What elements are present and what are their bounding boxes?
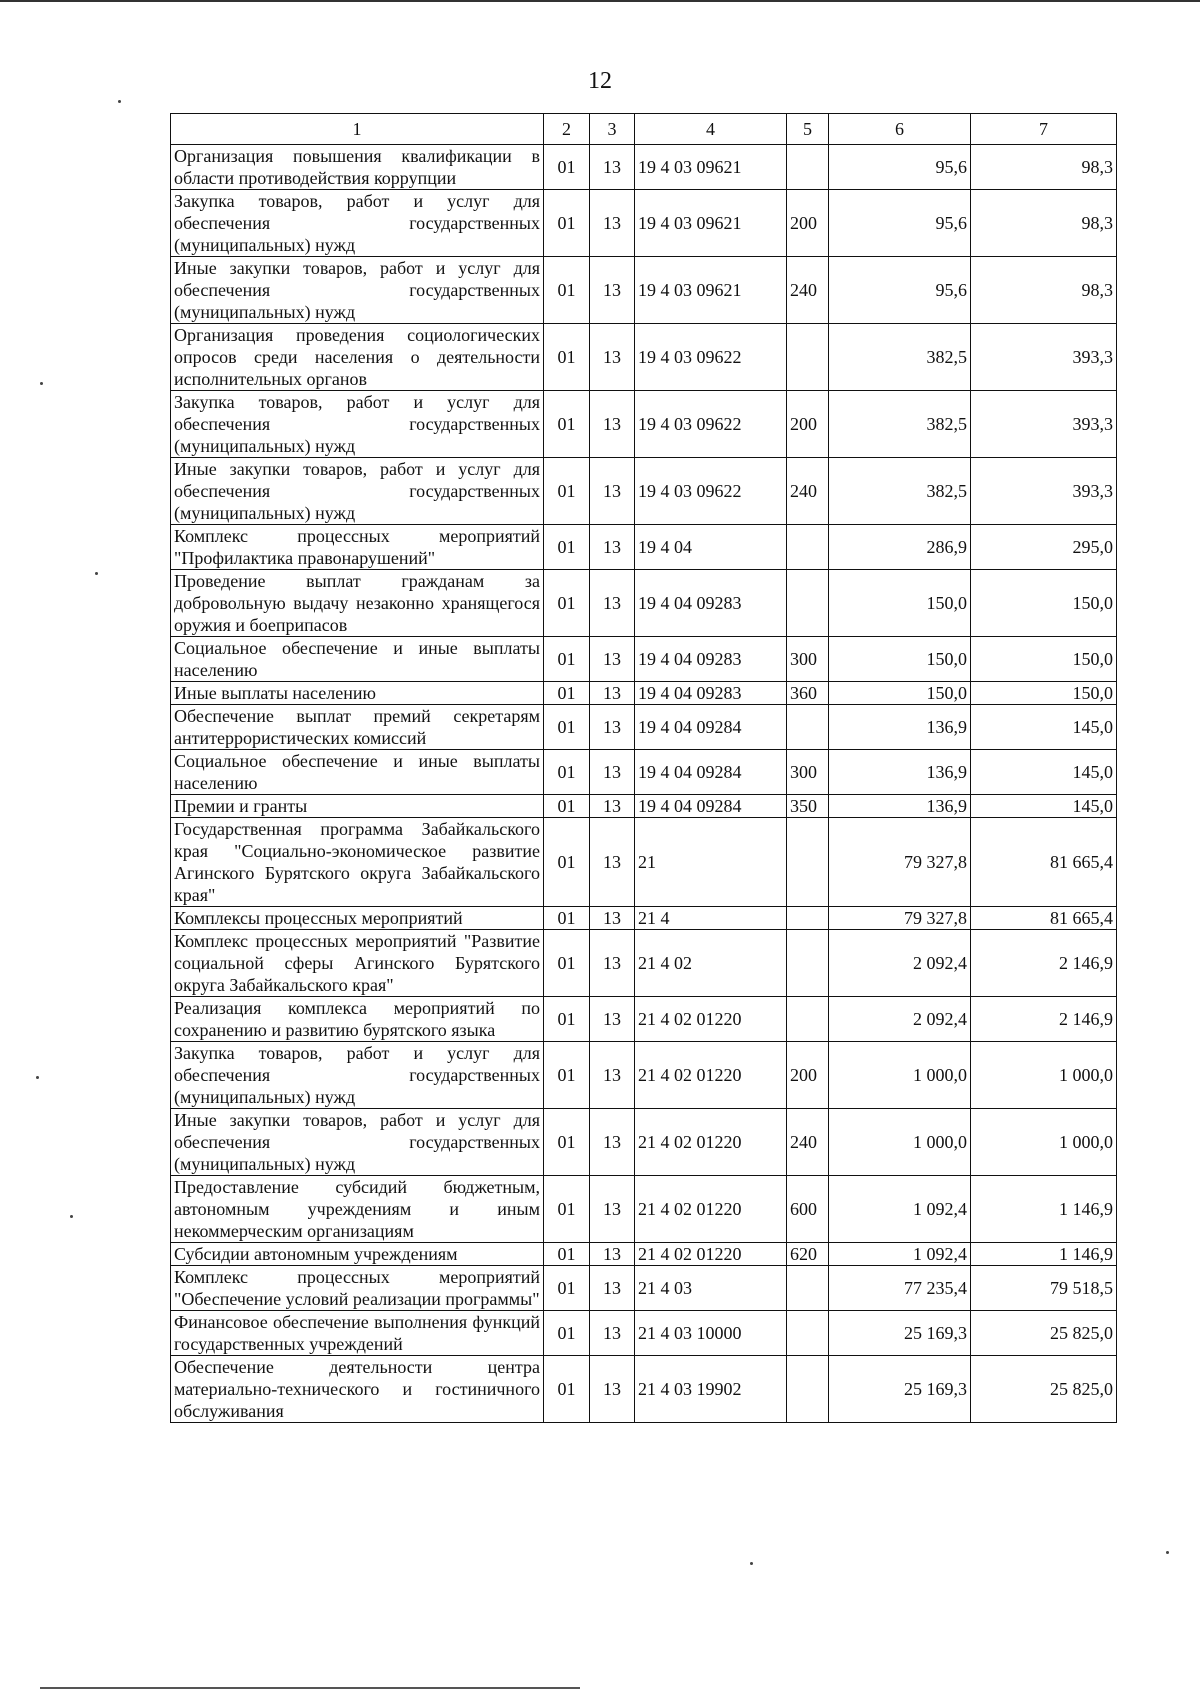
row-subsection-cell: 13 <box>590 1356 635 1423</box>
row-target-article-cell: 21 4 03 19902 <box>635 1356 787 1423</box>
row-amount-col7-cell: 98,3 <box>971 145 1117 190</box>
row-subsection-cell: 13 <box>590 1266 635 1311</box>
row-target-article-cell: 21 4 02 <box>635 930 787 997</box>
row-section-cell: 01 <box>544 795 590 818</box>
row-amount-col6-cell: 382,5 <box>829 458 971 525</box>
row-amount-col6-cell: 382,5 <box>829 391 971 458</box>
row-subsection-cell: 13 <box>590 190 635 257</box>
row-expense-type-cell: 200 <box>787 1042 829 1109</box>
row-section-cell: 01 <box>544 997 590 1042</box>
row-target-article-cell: 21 4 02 01220 <box>635 1109 787 1176</box>
row-target-article-cell: 19 4 03 09622 <box>635 324 787 391</box>
row-name-cell: Организация повышения квалификации в области противодействия коррупции <box>171 145 544 190</box>
row-subsection-cell: 13 <box>590 525 635 570</box>
row-name-cell: Иные закупки товаров, работ и услуг для обеспечения государственных (муниципальных) нужд <box>171 1109 544 1176</box>
row-amount-col6-cell: 136,9 <box>829 750 971 795</box>
row-target-article-cell: 19 4 04 09283 <box>635 682 787 705</box>
row-target-article-cell: 19 4 03 09622 <box>635 391 787 458</box>
row-expense-type-cell <box>787 525 829 570</box>
row-subsection-cell: 13 <box>590 145 635 190</box>
header-row <box>171 114 1117 145</box>
table-row <box>171 1109 1117 1176</box>
row-section-cell: 01 <box>544 1109 590 1176</box>
row-amount-col7-cell: 150,0 <box>971 570 1117 637</box>
header-col-4: 4 <box>635 114 787 145</box>
row-amount-col6-cell: 150,0 <box>829 682 971 705</box>
scan-speck <box>40 382 43 385</box>
row-amount-col7-cell: 25 825,0 <box>971 1356 1117 1423</box>
row-amount-col7-cell: 145,0 <box>971 705 1117 750</box>
row-subsection-cell: 13 <box>590 1176 635 1243</box>
row-section-cell: 01 <box>544 570 590 637</box>
row-amount-col7-cell: 393,3 <box>971 391 1117 458</box>
row-name-cell: Организация проведения социологических опросов среди населения о деятельности исполнительных органов <box>171 324 544 391</box>
row-section-cell: 01 <box>544 1176 590 1243</box>
row-amount-col7-cell: 1 000,0 <box>971 1042 1117 1109</box>
row-subsection-cell: 13 <box>590 1311 635 1356</box>
row-subsection-cell: 13 <box>590 682 635 705</box>
header-col-3: 3 <box>590 114 635 145</box>
scan-speck <box>70 1215 73 1218</box>
row-name-cell: Иные выплаты населению <box>171 682 544 705</box>
row-section-cell: 01 <box>544 907 590 930</box>
row-expense-type-cell: 240 <box>787 257 829 324</box>
row-amount-col6-cell: 2 092,4 <box>829 930 971 997</box>
row-expense-type-cell <box>787 907 829 930</box>
row-subsection-cell: 13 <box>590 907 635 930</box>
row-expense-type-cell: 240 <box>787 1109 829 1176</box>
row-section-cell: 01 <box>544 1243 590 1266</box>
row-expense-type-cell <box>787 705 829 750</box>
row-name-cell: Иные закупки товаров, работ и услуг для обеспечения государственных (муниципальных) нужд <box>171 458 544 525</box>
row-section-cell: 01 <box>544 637 590 682</box>
row-amount-col7-cell: 393,3 <box>971 458 1117 525</box>
row-subsection-cell: 13 <box>590 458 635 525</box>
row-subsection-cell: 13 <box>590 795 635 818</box>
header-col-1: 1 <box>171 114 544 145</box>
row-subsection-cell: 13 <box>590 391 635 458</box>
row-name-cell: Государственная программа Забайкальского края "Социально-экономическое развитие Агинского Бурятского округа Забайкальского края" <box>171 818 544 907</box>
row-name-cell: Премии и гранты <box>171 795 544 818</box>
row-subsection-cell: 13 <box>590 997 635 1042</box>
row-target-article-cell: 21 4 <box>635 907 787 930</box>
row-amount-col7-cell: 393,3 <box>971 324 1117 391</box>
table-row <box>171 1356 1117 1423</box>
row-name-cell: Субсидии автономным учреждениям <box>171 1243 544 1266</box>
row-amount-col6-cell: 150,0 <box>829 570 971 637</box>
scan-speck <box>118 100 121 103</box>
row-amount-col6-cell: 136,9 <box>829 795 971 818</box>
row-expense-type-cell <box>787 1311 829 1356</box>
row-expense-type-cell <box>787 324 829 391</box>
row-subsection-cell: 13 <box>590 930 635 997</box>
row-amount-col6-cell: 136,9 <box>829 705 971 750</box>
row-expense-type-cell <box>787 930 829 997</box>
row-section-cell: 01 <box>544 458 590 525</box>
row-target-article-cell: 21 4 03 10000 <box>635 1311 787 1356</box>
row-amount-col6-cell: 1 000,0 <box>829 1042 971 1109</box>
row-expense-type-cell <box>787 570 829 637</box>
row-amount-col7-cell: 81 665,4 <box>971 818 1117 907</box>
row-expense-type-cell <box>787 1266 829 1311</box>
row-amount-col7-cell: 2 146,9 <box>971 997 1117 1042</box>
row-amount-col6-cell: 2 092,4 <box>829 997 971 1042</box>
row-name-cell: Социальное обеспечение и иные выплаты населению <box>171 637 544 682</box>
row-name-cell: Закупка товаров, работ и услуг для обеспечения государственных (муниципальных) нужд <box>171 391 544 458</box>
table-row <box>171 525 1117 570</box>
row-amount-col6-cell: 79 327,8 <box>829 818 971 907</box>
row-section-cell: 01 <box>544 1266 590 1311</box>
row-expense-type-cell: 350 <box>787 795 829 818</box>
table-row <box>171 907 1117 930</box>
row-amount-col6-cell: 150,0 <box>829 637 971 682</box>
table-row <box>171 391 1117 458</box>
table-row <box>171 324 1117 391</box>
row-subsection-cell: 13 <box>590 324 635 391</box>
row-name-cell: Комплекс процессных мероприятий "Развитие социальной сферы Агинского Бурятского округа Забайкальского края" <box>171 930 544 997</box>
scan-speck <box>36 1076 39 1079</box>
row-amount-col7-cell: 81 665,4 <box>971 907 1117 930</box>
table-row <box>171 1311 1117 1356</box>
row-name-cell: Обеспечение выплат премий секретарям антитеррористических комиссий <box>171 705 544 750</box>
row-target-article-cell: 21 4 03 <box>635 1266 787 1311</box>
row-amount-col7-cell: 2 146,9 <box>971 930 1117 997</box>
row-target-article-cell: 21 4 02 01220 <box>635 1176 787 1243</box>
row-name-cell: Комплекс процессных мероприятий "Профилактика правонарушений" <box>171 525 544 570</box>
row-subsection-cell: 13 <box>590 705 635 750</box>
row-subsection-cell: 13 <box>590 637 635 682</box>
table-row <box>171 997 1117 1042</box>
table-row <box>171 795 1117 818</box>
row-expense-type-cell <box>787 145 829 190</box>
header-col-7: 7 <box>971 114 1117 145</box>
row-amount-col7-cell: 79 518,5 <box>971 1266 1117 1311</box>
row-subsection-cell: 13 <box>590 750 635 795</box>
table-row <box>171 930 1117 997</box>
table-row <box>171 1266 1117 1311</box>
row-name-cell: Проведение выплат гражданам за добровольную выдачу незаконно хранящегося оружия и боеприпасов <box>171 570 544 637</box>
header-col-6: 6 <box>829 114 971 145</box>
row-target-article-cell: 19 4 04 09284 <box>635 795 787 818</box>
row-section-cell: 01 <box>544 705 590 750</box>
row-section-cell: 01 <box>544 1356 590 1423</box>
row-section-cell: 01 <box>544 145 590 190</box>
row-expense-type-cell: 360 <box>787 682 829 705</box>
row-target-article-cell: 19 4 03 09622 <box>635 458 787 525</box>
row-expense-type-cell <box>787 997 829 1042</box>
row-section-cell: 01 <box>544 190 590 257</box>
table-row <box>171 705 1117 750</box>
row-section-cell: 01 <box>544 750 590 795</box>
header-col-5: 5 <box>787 114 829 145</box>
row-amount-col6-cell: 25 169,3 <box>829 1356 971 1423</box>
row-expense-type-cell: 300 <box>787 637 829 682</box>
row-amount-col7-cell: 25 825,0 <box>971 1311 1117 1356</box>
row-amount-col6-cell: 1 092,4 <box>829 1176 971 1243</box>
row-section-cell: 01 <box>544 324 590 391</box>
row-subsection-cell: 13 <box>590 257 635 324</box>
row-section-cell: 01 <box>544 1042 590 1109</box>
row-subsection-cell: 13 <box>590 570 635 637</box>
row-amount-col7-cell: 1 146,9 <box>971 1243 1117 1266</box>
table-row <box>171 145 1117 190</box>
row-amount-col7-cell: 1 000,0 <box>971 1109 1117 1176</box>
row-section-cell: 01 <box>544 1311 590 1356</box>
row-name-cell: Реализация комплекса мероприятий по сохранению и развитию бурятского языка <box>171 997 544 1042</box>
table-body <box>171 145 1117 1423</box>
page-number: 12 <box>588 68 612 94</box>
row-amount-col7-cell: 295,0 <box>971 525 1117 570</box>
row-amount-col7-cell: 145,0 <box>971 750 1117 795</box>
row-section-cell: 01 <box>544 818 590 907</box>
row-amount-col6-cell: 1 000,0 <box>829 1109 971 1176</box>
row-target-article-cell: 21 4 02 01220 <box>635 1243 787 1266</box>
row-amount-col6-cell: 25 169,3 <box>829 1311 971 1356</box>
row-name-cell: Социальное обеспечение и иные выплаты населению <box>171 750 544 795</box>
row-target-article-cell: 21 <box>635 818 787 907</box>
row-amount-col7-cell: 98,3 <box>971 190 1117 257</box>
row-subsection-cell: 13 <box>590 1243 635 1266</box>
table-row <box>171 637 1117 682</box>
row-target-article-cell: 19 4 04 09284 <box>635 750 787 795</box>
row-expense-type-cell: 240 <box>787 458 829 525</box>
scan-edge-bottom <box>40 1687 580 1689</box>
table-row <box>171 750 1117 795</box>
row-expense-type-cell: 200 <box>787 190 829 257</box>
row-expense-type-cell <box>787 1356 829 1423</box>
row-subsection-cell: 13 <box>590 1109 635 1176</box>
table-header <box>171 114 1117 145</box>
row-subsection-cell: 13 <box>590 818 635 907</box>
table-row <box>171 1243 1117 1266</box>
row-expense-type-cell <box>787 818 829 907</box>
row-amount-col7-cell: 145,0 <box>971 795 1117 818</box>
row-amount-col6-cell: 77 235,4 <box>829 1266 971 1311</box>
row-section-cell: 01 <box>544 257 590 324</box>
row-amount-col7-cell: 150,0 <box>971 637 1117 682</box>
table-row <box>171 1176 1117 1243</box>
row-expense-type-cell: 200 <box>787 391 829 458</box>
row-section-cell: 01 <box>544 391 590 458</box>
scan-speck <box>1166 1551 1169 1554</box>
row-section-cell: 01 <box>544 682 590 705</box>
row-amount-col7-cell: 98,3 <box>971 257 1117 324</box>
row-subsection-cell: 13 <box>590 1042 635 1109</box>
table-row <box>171 682 1117 705</box>
table-row <box>171 257 1117 324</box>
row-amount-col6-cell: 1 092,4 <box>829 1243 971 1266</box>
table-row <box>171 1042 1117 1109</box>
scan-speck <box>750 1562 753 1565</box>
row-name-cell: Финансовое обеспечение выполнения функций государственных учреждений <box>171 1311 544 1356</box>
row-target-article-cell: 21 4 02 01220 <box>635 997 787 1042</box>
row-target-article-cell: 19 4 03 09621 <box>635 257 787 324</box>
row-expense-type-cell: 600 <box>787 1176 829 1243</box>
row-target-article-cell: 19 4 04 09284 <box>635 705 787 750</box>
row-amount-col6-cell: 382,5 <box>829 324 971 391</box>
row-amount-col6-cell: 79 327,8 <box>829 907 971 930</box>
row-name-cell: Комплексы процессных мероприятий <box>171 907 544 930</box>
row-target-article-cell: 19 4 03 09621 <box>635 190 787 257</box>
row-amount-col6-cell: 95,6 <box>829 257 971 324</box>
row-target-article-cell: 19 4 03 09621 <box>635 145 787 190</box>
table-row <box>171 458 1117 525</box>
row-expense-type-cell: 620 <box>787 1243 829 1266</box>
row-section-cell: 01 <box>544 525 590 570</box>
row-section-cell: 01 <box>544 930 590 997</box>
row-amount-col7-cell: 1 146,9 <box>971 1176 1117 1243</box>
scan-edge-top <box>0 0 1200 2</box>
scan-speck <box>95 572 98 575</box>
budget-table <box>170 113 1117 1423</box>
row-amount-col6-cell: 95,6 <box>829 190 971 257</box>
row-target-article-cell: 19 4 04 09283 <box>635 570 787 637</box>
row-target-article-cell: 21 4 02 01220 <box>635 1042 787 1109</box>
row-name-cell: Иные закупки товаров, работ и услуг для обеспечения государственных (муниципальных) нужд <box>171 257 544 324</box>
row-name-cell: Предоставление субсидий бюджетным, автономным учреждениям и иным некоммерческим организациям <box>171 1176 544 1243</box>
row-target-article-cell: 19 4 04 09283 <box>635 637 787 682</box>
row-amount-col6-cell: 95,6 <box>829 145 971 190</box>
row-amount-col6-cell: 286,9 <box>829 525 971 570</box>
table-row <box>171 190 1117 257</box>
row-name-cell: Обеспечение деятельности центра материально-технического и гостиничного обслуживания <box>171 1356 544 1423</box>
row-name-cell: Закупка товаров, работ и услуг для обеспечения государственных (муниципальных) нужд <box>171 1042 544 1109</box>
row-target-article-cell: 19 4 04 <box>635 525 787 570</box>
header-col-2: 2 <box>544 114 590 145</box>
table-row <box>171 818 1117 907</box>
row-name-cell: Закупка товаров, работ и услуг для обеспечения государственных (муниципальных) нужд <box>171 190 544 257</box>
row-amount-col7-cell: 150,0 <box>971 682 1117 705</box>
row-name-cell: Комплекс процессных мероприятий "Обеспечение условий реализации программы" <box>171 1266 544 1311</box>
row-expense-type-cell: 300 <box>787 750 829 795</box>
table-row <box>171 570 1117 637</box>
